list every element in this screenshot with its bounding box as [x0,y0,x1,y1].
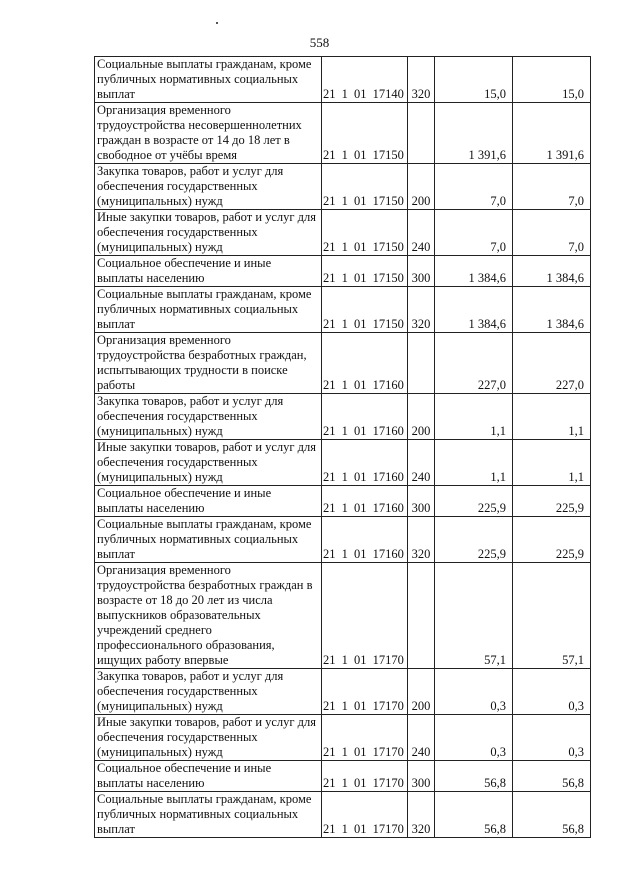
expense-type-code-cell: 240 [408,715,435,761]
expense-type-code-cell: 320 [408,792,435,838]
amount-cell-2: 57,1 [513,563,591,669]
amount-cell-2: 0,3 [513,715,591,761]
expense-name-cell: Иные закупки товаров, работ и услуг для обеспечения государственных (муниципальных) нужд [95,210,322,256]
expense-type-code-cell: 200 [408,164,435,210]
amount-cell-1: 1 384,6 [435,256,513,287]
amount-cell-1: 0,3 [435,715,513,761]
table-row [95,210,591,256]
expense-name-cell: Социальные выплаты гражданам, кроме публичных нормативных социальных выплат [95,57,322,103]
table-row [95,333,591,394]
amount-cell-2: 225,9 [513,486,591,517]
amount-cell-1: 1,1 [435,394,513,440]
budget-table-body [95,57,591,838]
amount-cell-2: 1,1 [513,440,591,486]
amount-cell-2: 1 391,6 [513,103,591,164]
expense-type-code-cell: 240 [408,440,435,486]
table-row [95,761,591,792]
amount-cell-2: 1 384,6 [513,256,591,287]
amount-cell-1: 15,0 [435,57,513,103]
expense-name-cell: Организация временного трудоустройства безработных граждан в возрасте от 18 до 20 лет из числа выпускников образовательных учреждений среднего профессионального образования, ищущих работу впервые [95,563,322,669]
table-row [95,256,591,287]
amount-cell-2: 56,8 [513,761,591,792]
table-row [95,517,591,563]
target-article-code-cell: 21 1 01 17170 [322,792,408,838]
target-article-code-cell: 21 1 01 17160 [322,333,408,394]
amount-cell-1: 0,3 [435,669,513,715]
target-article-code-cell: 21 1 01 17160 [322,517,408,563]
expense-name-cell: Закупка товаров, работ и услуг для обеспечения государственных (муниципальных) нужд [95,164,322,210]
target-article-code-cell: 21 1 01 17150 [322,103,408,164]
expense-type-code-cell: 300 [408,256,435,287]
target-article-code-cell: 21 1 01 17170 [322,669,408,715]
amount-cell-1: 225,9 [435,517,513,563]
expense-name-cell: Социальное обеспечение и иные выплаты населению [95,761,322,792]
expense-type-code-cell: 320 [408,57,435,103]
expense-type-code-cell: 200 [408,394,435,440]
expense-type-code-cell [408,333,435,394]
target-article-code-cell: 21 1 01 17150 [322,164,408,210]
expense-name-cell: Социальное обеспечение и иные выплаты населению [95,486,322,517]
amount-cell-1: 1 384,6 [435,287,513,333]
table-row [95,287,591,333]
expense-name-cell: Иные закупки товаров, работ и услуг для обеспечения государственных (муниципальных) нужд [95,440,322,486]
amount-cell-2: 1,1 [513,394,591,440]
amount-cell-1: 56,8 [435,792,513,838]
expense-type-code-cell: 300 [408,761,435,792]
page-number: 558 [309,35,330,50]
table-row [95,486,591,517]
target-article-code-cell: 21 1 01 17160 [322,486,408,517]
table-row [95,563,591,669]
amount-cell-2: 0,3 [513,669,591,715]
expense-name-cell: Организация временного трудоустройства несовершеннолетних граждан в возрасте от 14 до 18 лет в свободное от учёбы время [95,103,322,164]
amount-cell-1: 1,1 [435,440,513,486]
table-row [95,57,591,103]
scan-speck [216,22,218,24]
target-article-code-cell: 21 1 01 17150 [322,210,408,256]
target-article-code-cell: 21 1 01 17170 [322,715,408,761]
table-row [95,440,591,486]
target-article-code-cell: 21 1 01 17160 [322,440,408,486]
amount-cell-2: 227,0 [513,333,591,394]
amount-cell-2: 15,0 [513,57,591,103]
expense-type-code-cell: 320 [408,517,435,563]
table-row [95,669,591,715]
table-row [95,792,591,838]
amount-cell-2: 1 384,6 [513,287,591,333]
amount-cell-2: 56,8 [513,792,591,838]
expense-name-cell: Социальное обеспечение и иные выплаты населению [95,256,322,287]
amount-cell-1: 56,8 [435,761,513,792]
table-row [95,103,591,164]
amount-cell-1: 57,1 [435,563,513,669]
budget-table [94,56,591,838]
target-article-code-cell: 21 1 01 17170 [322,761,408,792]
target-article-code-cell: 21 1 01 17140 [322,57,408,103]
amount-cell-1: 225,9 [435,486,513,517]
amount-cell-2: 7,0 [513,210,591,256]
expense-name-cell: Закупка товаров, работ и услуг для обеспечения государственных (муниципальных) нужд [95,394,322,440]
target-article-code-cell: 21 1 01 17170 [322,563,408,669]
amount-cell-2: 225,9 [513,517,591,563]
table-row [95,715,591,761]
expense-name-cell: Социальные выплаты гражданам, кроме публичных нормативных социальных выплат [95,517,322,563]
expense-type-code-cell: 240 [408,210,435,256]
expense-type-code-cell: 200 [408,669,435,715]
expense-type-code-cell: 320 [408,287,435,333]
expense-type-code-cell [408,563,435,669]
amount-cell-1: 1 391,6 [435,103,513,164]
expense-name-cell: Социальные выплаты гражданам, кроме публичных нормативных социальных выплат [95,287,322,333]
amount-cell-2: 7,0 [513,164,591,210]
expense-name-cell: Социальные выплаты гражданам, кроме публичных нормативных социальных выплат [95,792,322,838]
expense-name-cell: Иные закупки товаров, работ и услуг для обеспечения государственных (муниципальных) нужд [95,715,322,761]
target-article-code-cell: 21 1 01 17160 [322,394,408,440]
table-row [95,394,591,440]
target-article-code-cell: 21 1 01 17150 [322,256,408,287]
table-row [95,164,591,210]
expense-name-cell: Организация временного трудоустройства безработных граждан, испытывающих трудности в поиске работы [95,333,322,394]
amount-cell-1: 227,0 [435,333,513,394]
expense-name-cell: Закупка товаров, работ и услуг для обеспечения государственных (муниципальных) нужд [95,669,322,715]
amount-cell-1: 7,0 [435,164,513,210]
expense-type-code-cell: 300 [408,486,435,517]
expense-type-code-cell [408,103,435,164]
amount-cell-1: 7,0 [435,210,513,256]
target-article-code-cell: 21 1 01 17150 [322,287,408,333]
